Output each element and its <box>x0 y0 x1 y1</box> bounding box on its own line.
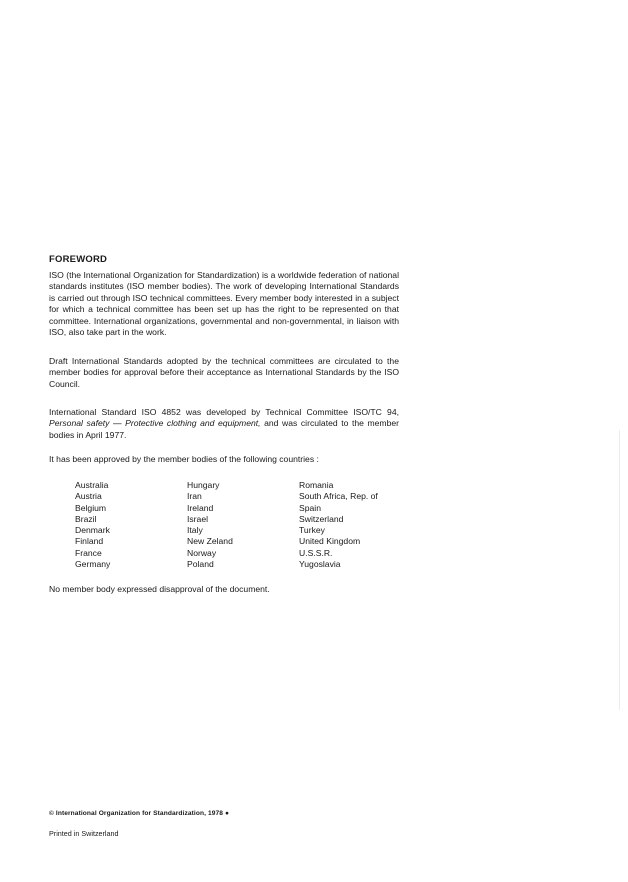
country-name: Belgium <box>75 502 107 513</box>
country-name: Ireland <box>187 502 214 513</box>
standard-development-lead: International Standard ISO 4852 was developed by Technical Committee ISO/TC 94, <box>49 407 399 417</box>
committee-title: Personal safety — Protective clothing and equipment, <box>49 418 261 429</box>
country-column-1 <box>75 480 110 570</box>
country-name: Israel <box>187 513 209 524</box>
paragraph-draft-standards: Draft International Standards adopted by the technical committees are circulated to the member bodies for approval before their acceptance as International Standards by the ISO Council. <box>49 356 399 389</box>
country-name: Australia <box>75 480 109 490</box>
country-name: France <box>75 547 102 558</box>
country-name: Denmark <box>75 525 110 536</box>
country-column-3 <box>299 480 378 570</box>
country-column-2 <box>187 480 233 570</box>
country-name: United Kingdom <box>299 536 361 547</box>
country-name: U.S.S.R. <box>299 547 333 558</box>
standard-development-tail: and was circulated to the member bodies in April 1977. <box>49 418 399 440</box>
country-name: Iran <box>187 491 202 502</box>
country-name: Brazil <box>75 513 97 524</box>
country-name: Romania <box>299 480 334 490</box>
country-name: Germany <box>75 559 111 570</box>
country-name: New Zeland <box>187 536 233 547</box>
country-name: Hungary <box>187 480 220 490</box>
copyright-notice: © International Organization for Standardization, 1978 ● <box>49 810 230 817</box>
country-name: Turkey <box>299 525 325 536</box>
paragraph-no-disapproval: No member body expressed disapproval of the document. <box>49 584 270 594</box>
scan-edge-divider <box>619 430 620 710</box>
country-name: Norway <box>187 547 217 558</box>
paragraph-approval-intro: It has been approved by the member bodies of the following countries : <box>49 454 319 464</box>
foreword-heading: FOREWORD <box>49 254 108 265</box>
country-name: Italy <box>187 525 203 536</box>
country-name: Poland <box>187 559 214 570</box>
country-name: Spain <box>299 502 321 513</box>
paragraph-iso-description: ISO (the International Organization for Standardization) is a worldwide federation of national standards institutes (ISO member bodies). The work of developing International Standards is carried out through ISO technical committees. Every member body interested in a subject for which a technical committee has been set up has the right to be represented on that committee. International organizations, governmental and non-governmental, in liaison with ISO, also take part in the work. <box>49 270 399 338</box>
country-name: Finland <box>75 536 104 547</box>
printed-location: Printed in Switzerland <box>49 829 119 838</box>
paragraph-standard-development <box>49 407 399 441</box>
country-name: Austria <box>75 491 102 502</box>
country-name: Yugoslavia <box>299 559 341 570</box>
country-name: Switzerland <box>299 513 344 524</box>
country-name: South Africa, Rep. of <box>299 491 378 502</box>
